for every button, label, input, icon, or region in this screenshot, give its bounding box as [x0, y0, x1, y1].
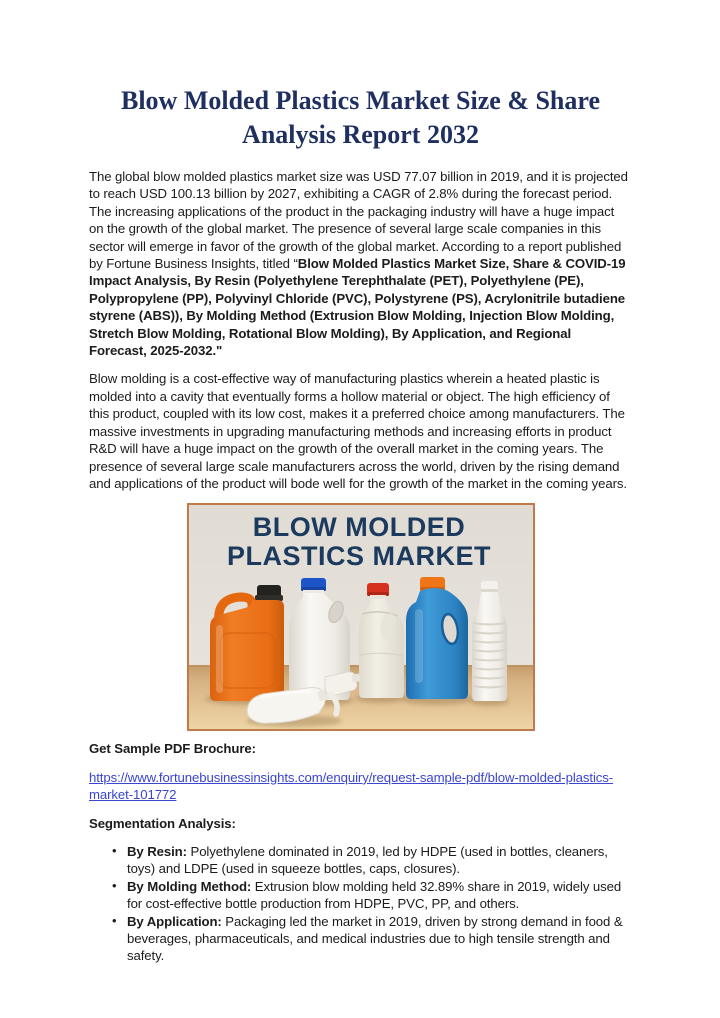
page-title: [89, 84, 632, 152]
brochure-heading: Get Sample PDF Brochure:: [89, 741, 256, 757]
page-title-line-2: Analysis Report 2032: [242, 120, 479, 149]
blow-molded-plastics-illustration: [189, 505, 533, 729]
report-title-bold: Blow Molded Plastics Market Size, Share & COVID-19 Impact Analysis, By Resin (Polyethylene Terephthalate (PET), Polyethylene (PE), Polypropylene (PP), Polyvinyl Chloride (PVC), Polystyrene (PS), Acrylonitrile butadiene styrene (ABS)), By Molding Method (Extrusion Blow Molding, Injection Blow Molding, Stretch Blow Molding, Rotational Blow Molding), By Application, and Regional Forecast, 2025-2032.": [89, 256, 626, 359]
segmentation-heading: Segmentation Analysis:: [89, 815, 236, 831]
orange-jerrycan: [210, 585, 284, 701]
sample-pdf-link[interactable]: https://www.fortunebusinessinsights.com/enquiry/request-sample-pdf/blow-molded-plastics-market-101772: [89, 769, 614, 803]
bullet-label: By Resin:: [127, 843, 187, 859]
bullet-icon: •: [112, 912, 117, 928]
overview-paragraph: Blow molding is a cost-effective way of manufacturing plastics wherein a heated plastic is molded into a cavity that eventually forms a hollow material or object. The high efficiency of this product, coupled with its low cost, makes it a preferred choice among manufacturers. The massive investments in upgrading manufacturing methods and increasing efforts in product R&D will have a huge impact on the growth of the overall market in the coming years. The presence of several large scale manufacturers across the world, driven by the rising demand and applications of the product will bode well for the growth of the market in the coming years.: [89, 371, 627, 491]
bullet-label: By Application:: [127, 913, 222, 929]
hero-caption-line-2: PLASTICS MARKET: [226, 541, 491, 572]
list-item-by-application: [89, 913, 632, 965]
page-title-line-1: Blow Molded Plastics Market Size & Share: [120, 86, 601, 115]
bullet-label: By Molding Method:: [127, 878, 252, 894]
list-item-by-resin: [89, 843, 632, 878]
intro-text: The global blow molded plastics market size was USD 77.07 billion in 2019, and it is projected to reach USD 100.13 billion by 2027, exhibiting a CAGR of 2.8% during the forecast period. The increasing applications of the product in the packaging industry will have a huge impact on the growth of the global market. The presence of several large scale companies in this sector will emerge in favor of the growth of the global market. According to a report published by Fortune Business Insights, titled “: [89, 169, 628, 272]
bullet-icon: •: [112, 842, 117, 858]
hero-image: [187, 503, 535, 731]
bullet-text: Extrusion blow molding held 32.89% share in 2019, widely used for cost-effective bottle production from HDPE, PVC, PP, and others.: [127, 878, 622, 912]
intro-paragraph: [89, 168, 632, 359]
bullet-text: Polyethylene dominated in 2019, led by HDPE (used in bottles, cleaners, toys) and LDPE (used in squeeze bottles, caps, closures).: [127, 843, 608, 877]
bullet-text: Packaging led the market in 2019, driven by strong demand in food & beverages, pharmaceuticals, and medical industries due to high tensile strength and safety.: [127, 913, 623, 964]
segmentation-list: [89, 843, 632, 965]
bullet-icon: •: [112, 877, 117, 893]
list-item-by-molding-method: [89, 878, 632, 913]
brochure-link-paragraph: [89, 769, 632, 804]
hero-caption-line-1: BLOW MOLDED: [252, 512, 465, 543]
